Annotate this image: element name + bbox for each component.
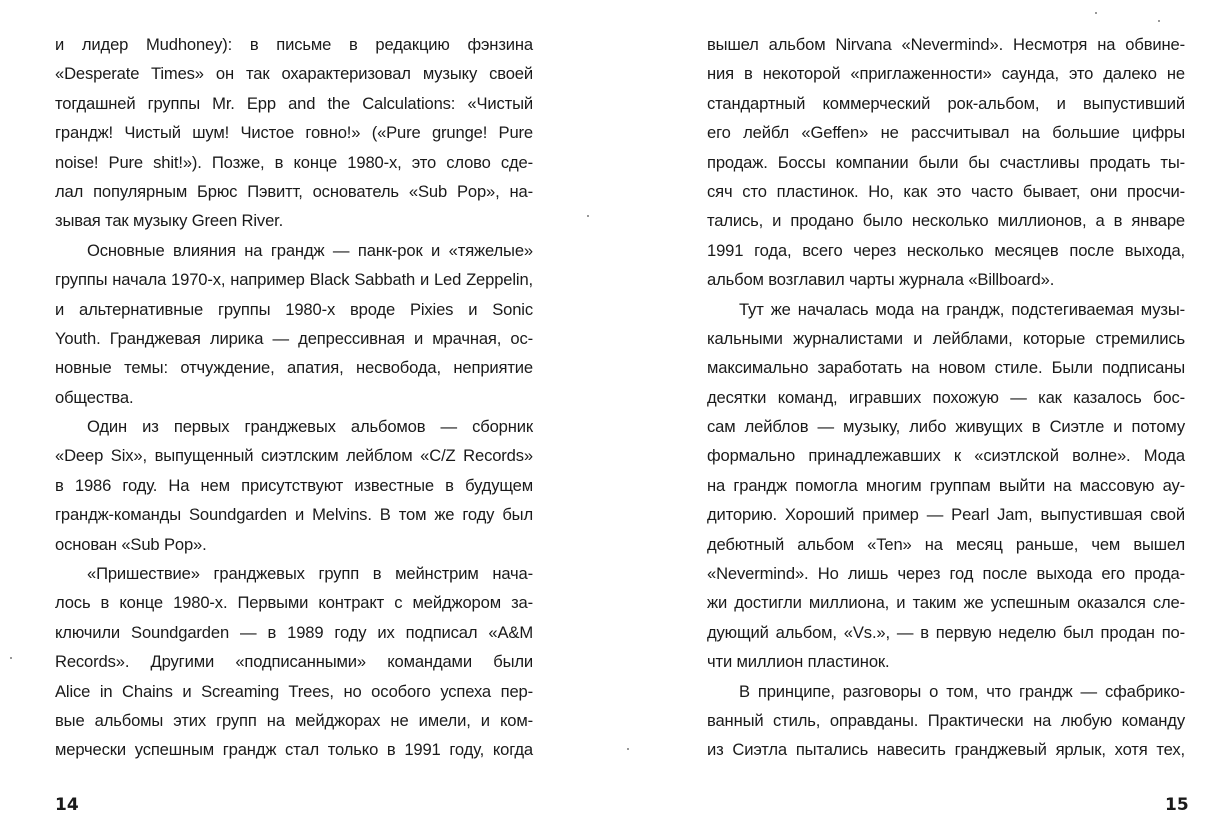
text-line: ключили Soundgarden — в 1989 году их подписал «A&M (55, 622, 533, 642)
left-page (55, 30, 533, 820)
scan-speck (10, 657, 12, 659)
text-line: общества. (55, 387, 134, 407)
left-page-text (55, 30, 533, 765)
text-line: основан «Sub Pop». (55, 534, 207, 554)
text-line: и альтернативные группы 1980-х вроде Pixies и Sonic (55, 299, 533, 319)
text-line: noise! Pure shit!»). Позже, в конце 1980-х, это слово сде- (55, 152, 533, 172)
scan-speck (587, 215, 589, 217)
text-line: лось в конце 1980-х. Первыми контракт с мейджором за- (55, 593, 533, 613)
text-line: грандж! Чистый шум! Чистое говно!» («Pure grunge! Pure (55, 123, 533, 143)
text-line: чти миллион пластинок. (707, 652, 890, 672)
text-line: диторию. Хороший пример — Pearl Jam, выпустившая свой (707, 505, 1185, 525)
text-line: 1991 года, всего через несколько месяцев после выхода, (707, 240, 1185, 260)
text-line: стандартный коммерческий рок-альбом, и выпустивший (707, 93, 1185, 113)
text-line: «Пришествие» гранджевых групп в мейнстрим нача- (87, 564, 533, 584)
text-line: Alice in Chains и Screaming Trees, но особого успеха пер- (55, 681, 533, 701)
text-line: «Deep Six», выпущенный сиэтлским лейблом «C/Z Records» (55, 446, 533, 466)
text-line: формально принадлежавших к «сиэтлской волне». Мода (707, 446, 1185, 466)
text-line: новные темы: отчуждение, апатия, несвобода, неприятие (55, 358, 533, 378)
text-line: Тут же началась мода на грандж, подстегиваемая музы- (739, 299, 1185, 319)
text-line: мерчески успешным грандж стал только в 1991 году, когда (55, 740, 533, 760)
text-line: альбом возглавил чарты журнала «Billboard». (707, 270, 1055, 290)
text-line: Records». Другими «подписанными» командами были (55, 652, 533, 672)
right-page-number: 15 (1165, 795, 1189, 815)
text-line: его лейбл «Geffen» не рассчитывал на большие цифры (707, 123, 1185, 143)
text-line: десятки команд, игравших похожую — как казалось бос- (707, 387, 1185, 407)
text-line: максимально заработать на новом стиле. Были подписаны (707, 358, 1185, 378)
text-line: в 1986 году. На нем присутствуют известные в будущем (55, 475, 533, 495)
text-line: ванный стиль, оправданы. Практически на любую команду (707, 710, 1185, 730)
text-line: Один из первых гранджевых альбомов — сборник (87, 417, 533, 437)
text-line: Youth. Гранджевая лирика — депрессивная и мрачная, ос- (55, 328, 533, 348)
text-line: тогдашней группы Mr. Epp and the Calculations: «Чистый (55, 93, 533, 113)
text-line: дующий альбом, «Vs.», — в первую неделю был продан по- (707, 622, 1185, 642)
text-line: В принципе, разговоры о том, что грандж — сфабрико- (739, 681, 1185, 701)
scan-speck (627, 748, 629, 750)
text-line: на грандж помогла многим группам выйти на массовую ау- (707, 475, 1185, 495)
text-line: из Сиэтла пытались навесить гранджевый ярлык, хотя тех, (707, 740, 1185, 760)
text-line: сам лейблов — музыку, либо живущих в Сиэтле и потому (707, 417, 1185, 437)
right-page-text (707, 30, 1185, 765)
text-line: вышел альбом Nirvana «Nevermind». Несмотря на обвине- (707, 35, 1185, 54)
scan-speck (1158, 20, 1160, 22)
text-line: грандж-команды Soundgarden и Melvins. В том же году был (55, 505, 533, 525)
text-line: лал популярным Брюс Пэвитт, основатель «Sub Pop», на- (55, 181, 533, 201)
text-line: «Nevermind». Но лишь через год после выхода его прода- (707, 564, 1185, 584)
text-line: и лидер Mudhoney): в письме в редакцию фэнзина (55, 35, 533, 54)
text-line: зывая так музыку Green River. (55, 211, 284, 231)
text-line: сяч сто пластинок. Но, как это часто бывает, они просчи- (707, 181, 1185, 201)
left-page-number: 14 (55, 795, 79, 815)
right-page (707, 30, 1185, 820)
scan-speck (1095, 12, 1097, 14)
text-line: жи достигли миллиона, и таким же успешным оказался сле- (707, 593, 1185, 613)
text-line: тались, и продано было несколько миллионов, а в январе (707, 211, 1185, 231)
text-line: ния в некоторой «приглаженности» саунда, это далеко не (707, 64, 1185, 84)
text-line: группы начала 1970-х, например Black Sabbath и Led Zeppelin, (55, 270, 533, 290)
text-line: дебютный альбом «Ten» на месяц раньше, чем вышел (707, 534, 1185, 554)
text-line: продаж. Боссы компании были бы счастливы продать ты- (707, 152, 1185, 172)
text-line: вые альбомы этих групп на мейджорах не имели, и ком- (55, 710, 533, 730)
text-line: Основные влияния на грандж — панк-рок и «тяжелые» (87, 240, 533, 260)
text-line: «Desperate Times» он так охарактеризовал музыку своей (55, 64, 533, 84)
text-line: кальными журналистами и лейблами, которые стремились (707, 328, 1185, 348)
